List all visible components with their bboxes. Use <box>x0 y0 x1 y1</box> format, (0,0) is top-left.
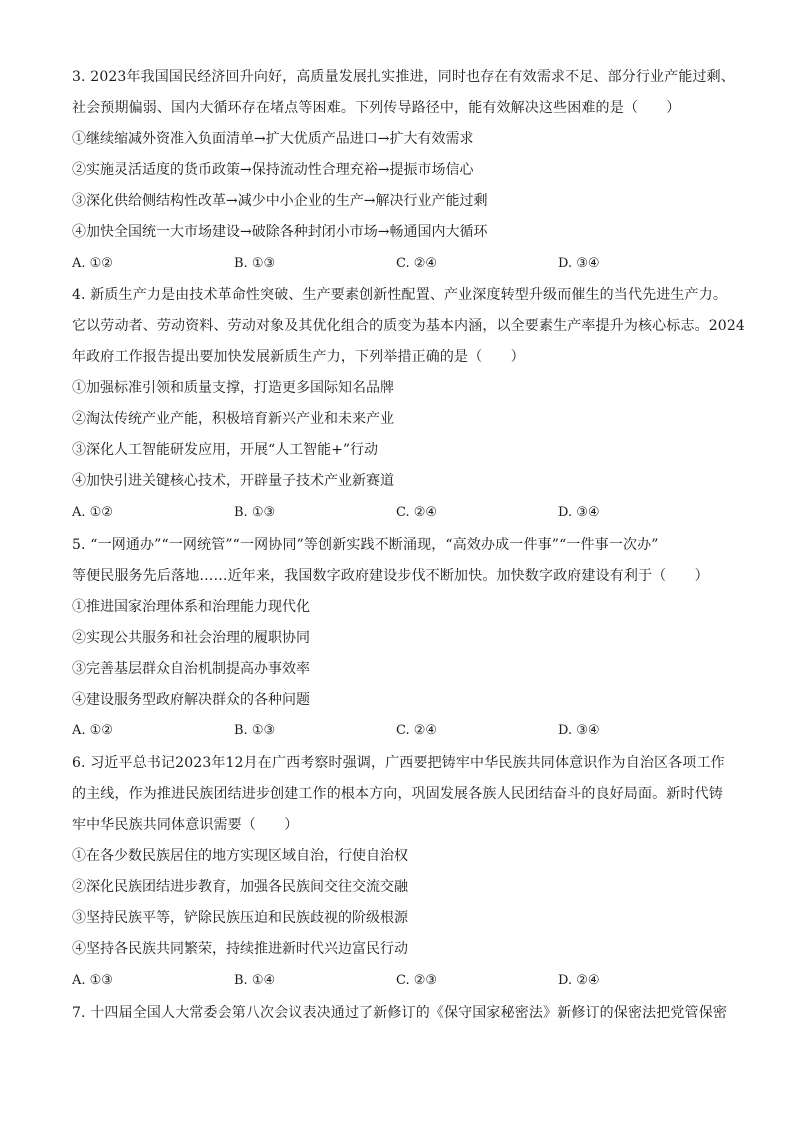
q4-stem-line-3: 年政府工作报告提出要加快发展新质生产力，下列举措正确的是（ ） <box>72 349 525 365</box>
q6-item-1: ①在各少数民族居住的地方实现区域自治，行使自治权 <box>72 848 408 864</box>
q5-item-3: ③完善基层群众自治机制提高办事效率 <box>72 661 310 677</box>
q6-stem-line-1: 6. 习近平总书记2023年12月在广西考察时强调，广西要把铸牢中华民族共同体意识作为自治区各项工作 <box>72 755 725 771</box>
q6-option-c[interactable]: C. ②③ <box>396 973 438 988</box>
q6-item-4: ④坚持各民族共同繁荣，持续推进新时代兴边富民行动 <box>72 941 408 957</box>
q3-item-4: ④加快全国统一大市场建设→破除各种封闭小市场→畅通国内大循环 <box>72 224 488 240</box>
q3-option-d[interactable]: D. ③④ <box>558 256 600 271</box>
q5-item-4: ④建设服务型政府解决群众的各种问题 <box>72 692 310 708</box>
q3-option-b[interactable]: B. ①③ <box>234 256 276 271</box>
q6-item-3: ③坚持民族平等，铲除民族压迫和民族歧视的阶级根源 <box>72 910 408 926</box>
q5-item-2: ②实现公共服务和社会治理的履职协同 <box>72 630 310 646</box>
q6-option-b[interactable]: B. ①④ <box>234 973 276 988</box>
q3-item-3: ③深化供给侧结构性改革→减少中小企业的生产→解决行业产能过剩 <box>72 193 488 209</box>
q4-item-4: ④加快引进关键核心技术，开辟量子技术产业新赛道 <box>72 473 394 489</box>
q5-options <box>72 721 732 741</box>
q4-option-b[interactable]: B. ①③ <box>234 505 276 520</box>
q3-stem-line-1: 3. 2023年我国国民经济回升向好，高质量发展扎实推进，同时也存在有效需求不足、部分行业产能过剩、 <box>72 69 735 85</box>
q4-options <box>72 503 732 523</box>
q5-item-1: ①推进国家治理体系和治理能力现代化 <box>72 599 310 615</box>
q4-option-d[interactable]: D. ③④ <box>558 505 600 520</box>
q4-option-a[interactable]: A. ①② <box>72 505 113 520</box>
q5-stem-line-1: 5. “一网通办”“一网统管”“一网协同”等创新实践不断涌现，“高效办成一件事”“一件事一次办” <box>72 537 659 553</box>
q3-options <box>72 254 732 274</box>
q7-stem-line-1: 7. 十四届全国人大常委会第八次会议表决通过了新修订的《保守国家秘密法》新修订的保密法把党管保密 <box>72 1005 728 1021</box>
q3-stem-line-2: 社会预期偏弱、国内大循环存在堵点等困难。下列传导路径中，能有效解决这些困难的是（ ） <box>72 100 681 116</box>
q4-stem-line-2: 它以劳动者、劳动资料、劳动对象及其优化组合的质变为基本内涵，以全要素生产率提升为核心标志。2024 <box>72 318 745 334</box>
q4-item-1: ①加强标准引领和质量支撑，打造更多国际知名品牌 <box>72 380 394 396</box>
q3-option-c[interactable]: C. ②④ <box>396 256 438 271</box>
q3-item-1: ①继续缩减外资准入负面清单→扩大优质产品进口→扩大有效需求 <box>72 131 474 147</box>
q5-option-a[interactable]: A. ①② <box>72 723 113 738</box>
q3-item-2: ②实施灵活适度的货币政策→保持流动性合理充裕→提振市场信心 <box>72 162 474 178</box>
q4-item-2: ②淘汰传统产业产能，积极培育新兴产业和未来产业 <box>72 411 394 427</box>
q4-stem-line-1: 4. 新质生产力是由技术革命性突破、生产要素创新性配置、产业深度转型升级而催生的当代先进生产力。 <box>72 287 728 303</box>
q5-option-b[interactable]: B. ①③ <box>234 723 276 738</box>
q3-option-a[interactable]: A. ①② <box>72 256 113 271</box>
q5-option-d[interactable]: D. ③④ <box>558 723 600 738</box>
q6-stem-line-3: 牢中华民族共同体意识需要（ ） <box>72 817 299 833</box>
q4-item-3: ③深化人工智能研发应用，开展“人工智能+”行动 <box>72 442 379 458</box>
q4-option-c[interactable]: C. ②④ <box>396 505 438 520</box>
q6-option-a[interactable]: A. ①③ <box>72 973 113 988</box>
q6-options <box>72 971 732 991</box>
q5-option-c[interactable]: C. ②④ <box>396 723 438 738</box>
q5-stem-line-2: 等便民服务先后落地……近年来，我国数字政府建设步伐不断加快。加快数字政府建设有利于（ ） <box>72 568 709 584</box>
q6-stem-line-2: 的主线，作为推进民族团结进步创建工作的根本方向，巩固发展各族人民团结奋斗的良好局面。新时代铸 <box>72 786 723 802</box>
q6-option-d[interactable]: D. ②④ <box>558 973 600 988</box>
q6-item-2: ②深化民族团结进步教育，加强各民族间交往交流交融 <box>72 879 408 895</box>
